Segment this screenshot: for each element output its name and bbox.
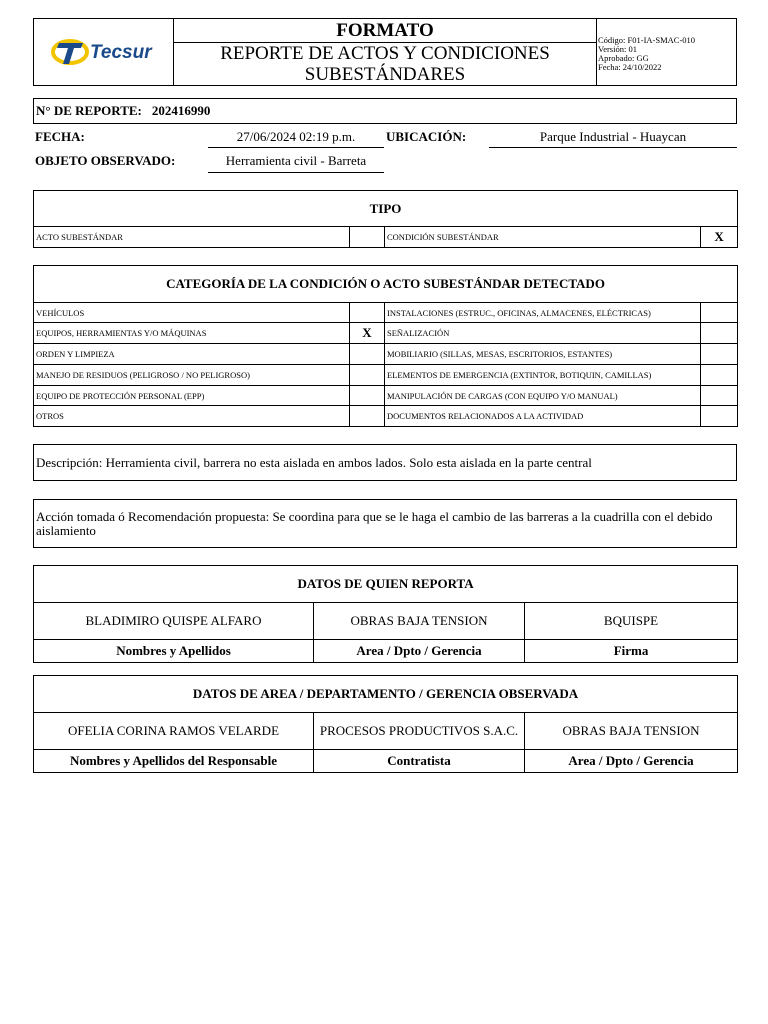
- categoria-left-label: EQUIPO DE PROTECCIÓN PERSONAL (EPP): [34, 386, 350, 406]
- categoria-left-mark: [350, 344, 385, 365]
- observada-table: [33, 675, 738, 773]
- categoria-right-mark: [701, 386, 738, 406]
- tipo-table: [33, 190, 738, 248]
- categoria-right-label: SEÑALIZACIÓN: [385, 323, 701, 344]
- observada-responsable-label: Nombres y Apellidos del Responsable: [34, 750, 314, 773]
- condicion-subestandar-label: CONDICIÓN SUBESTÁNDAR: [385, 227, 701, 248]
- observada-responsable: OFELIA CORINA RAMOS VELARDE: [34, 713, 314, 750]
- tecsur-logo-icon: [50, 36, 90, 68]
- categoria-left-label: VEHÍCULOS: [34, 303, 350, 323]
- categoria-left-mark: [350, 365, 385, 386]
- ubicacion-underline: [489, 147, 737, 148]
- categoria-right-label: INSTALACIONES (ESTRUC., OFICINAS, ALMACENES, ELÉCTRICAS): [385, 303, 701, 323]
- reporta-section: [33, 565, 737, 662]
- table-row: [34, 640, 738, 663]
- table-row: [34, 303, 738, 323]
- fecha-text: Fecha: 24/10/2022: [598, 62, 662, 72]
- categoria-right-label: MOBILIARIO (SILLAS, MESAS, ESCRITORIOS, ESTANTES): [385, 344, 701, 365]
- table-row: [34, 386, 738, 406]
- formato-title: FORMATO: [336, 19, 434, 41]
- categoria-section: [33, 265, 737, 426]
- report-title: [174, 43, 596, 86]
- ubicacion-value: Parque Industrial - Huaycan: [539, 129, 687, 144]
- categoria-right-label: MANIPULACIÓN DE CARGAS (CON EQUIPO Y/O MANUAL): [385, 386, 701, 406]
- categoria-left-label: OTROS: [34, 406, 350, 427]
- reporta-nombre: BLADIMIRO QUISPE ALFARO: [34, 603, 314, 640]
- categoria-right-mark: [701, 406, 738, 427]
- table-row: [34, 344, 738, 365]
- document-meta: [598, 36, 736, 72]
- codigo-text: Código: F01-IA-SMAC-010: [598, 35, 696, 45]
- fecha-underline: [208, 147, 384, 148]
- categoria-right-label: ELEMENTOS DE EMERGENCIA (EXTINTOR, BOTIQUIN, CAMILLAS): [385, 365, 701, 386]
- descripcion-box: [33, 444, 737, 481]
- reporta-firma-label: Firma: [525, 640, 738, 663]
- acto-subestandar-label: ACTO SUBESTÁNDAR: [34, 227, 350, 248]
- reporta-firma: BQUISPE: [525, 603, 738, 640]
- categoria-right-label: DOCUMENTOS RELACIONADOS A LA ACTIVIDAD: [385, 406, 701, 427]
- descripcion-text: Descripción: Herramienta civil, barrera no esta aislada en ambos lados. Solo esta aislada en la parte central: [36, 454, 592, 470]
- objeto-label: OBJETO OBSERVADO:: [35, 153, 176, 168]
- acto-subestandar-mark: [350, 227, 385, 248]
- accion-text: Acción tomada ó Recomendación propuesta: Se coordina para que se le haga el cambio de las barreras a la cuadrilla con el debido aislamiento: [36, 508, 713, 538]
- categoria-right-mark: [701, 344, 738, 365]
- tecsur-logo: [50, 36, 160, 68]
- objeto-value: Herramienta civil - Barreta: [225, 153, 367, 168]
- categoria-table: [33, 265, 738, 427]
- tipo-title: TIPO: [34, 191, 738, 227]
- ubicacion-label: UBICACIÓN:: [386, 129, 467, 144]
- categoria-left-label: ORDEN Y LIMPIEZA: [34, 344, 350, 365]
- report-number-value: 202416990: [151, 103, 211, 118]
- table-row: [34, 713, 738, 750]
- categoria-left-mark: [350, 406, 385, 427]
- report-number-label: N° DE REPORTE:: [36, 103, 142, 118]
- categoria-title: CATEGORÍA DE LA CONDICIÓN O ACTO SUBESTÁNDAR DETECTADO: [34, 266, 738, 303]
- observada-title: DATOS DE AREA / DEPARTAMENTO / GERENCIA OBSERVADA: [34, 676, 738, 713]
- aprobado-text: Aprobado: GG: [598, 53, 649, 63]
- observada-area-label: Area / Dpto / Gerencia: [525, 750, 738, 773]
- categoria-left-mark: [350, 303, 385, 323]
- fecha-value: 27/06/2024 02:19 p.m.: [236, 129, 356, 144]
- reporta-area-label: Area / Dpto / Gerencia: [314, 640, 525, 663]
- report-title-line1: REPORTE DE ACTOS Y CONDICIONES: [220, 43, 550, 64]
- accion-box: [33, 499, 737, 548]
- report-number-box: [33, 98, 737, 124]
- table-row: [34, 750, 738, 773]
- report-title-line2: SUBESTÁNDARES: [304, 64, 466, 85]
- observada-contratista: PROCESOS PRODUCTIVOS S.A.C.: [314, 713, 525, 750]
- categoria-left-mark: X: [350, 323, 385, 344]
- table-row: [34, 365, 738, 386]
- categoria-left-mark: [350, 386, 385, 406]
- observada-contratista-label: Contratista: [314, 750, 525, 773]
- categoria-left-label: EQUIPOS, HERRAMIENTAS Y/O MÁQUINAS: [34, 323, 350, 344]
- logo-text: Tecsur: [90, 42, 152, 63]
- reporta-title: DATOS DE QUIEN REPORTA: [34, 566, 738, 603]
- table-row: [34, 323, 738, 344]
- observada-area: OBRAS BAJA TENSION: [525, 713, 738, 750]
- categoria-right-mark: [701, 303, 738, 323]
- tipo-section: [33, 190, 737, 247]
- condicion-subestandar-mark: X: [701, 227, 738, 248]
- header-divider: [596, 18, 597, 86]
- fecha-label: FECHA:: [35, 129, 85, 144]
- objeto-underline: [208, 172, 384, 173]
- reporta-table: [33, 565, 738, 663]
- table-row: [34, 406, 738, 427]
- reporta-area: OBRAS BAJA TENSION: [314, 603, 525, 640]
- categoria-right-mark: [701, 365, 738, 386]
- categoria-left-label: MANEJO DE RESIDUOS (PELIGROSO / NO PELIGROSO): [34, 365, 350, 386]
- categoria-right-mark: [701, 323, 738, 344]
- reporta-nombre-label: Nombres y Apellidos: [34, 640, 314, 663]
- observada-section: [33, 675, 737, 772]
- table-row: [34, 603, 738, 640]
- version-text: Versión: 01: [598, 44, 637, 54]
